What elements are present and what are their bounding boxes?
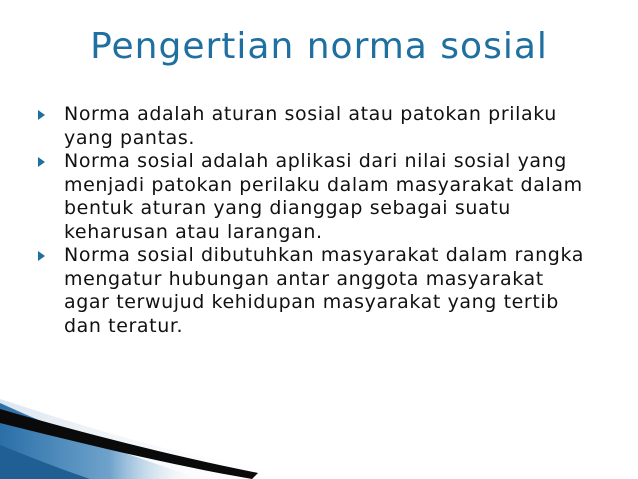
slide-title: Pengertian norma sosial: [90, 26, 548, 67]
bullet-text: Norma adalah aturan sosial atau patokan prilaku yang pantas.: [64, 103, 557, 149]
bullet-item: [36, 150, 596, 244]
bullet-item: [36, 244, 596, 338]
triangle-bullet-icon: [38, 110, 45, 120]
bullet-text: Norma sosial adalah aplikasi dari nilai sosial yang menjadi patokan perilaku dalam masyarakat dalam bentuk aturan yang dianggap sebagai suatu keharusan atau larangan.: [64, 150, 583, 243]
triangle-bullet-icon: [38, 157, 45, 167]
swoosh-decoration: [0, 395, 320, 479]
bullet-list: [36, 103, 596, 338]
bullet-item: [36, 103, 596, 150]
bullet-text: Norma sosial dibutuhkan masyarakat dalam rangka mengatur hubungan antar anggota masyarakat agar terwujud kehidupan masyarakat yang tertib dan teratur.: [64, 244, 584, 337]
triangle-bullet-icon: [38, 251, 45, 261]
